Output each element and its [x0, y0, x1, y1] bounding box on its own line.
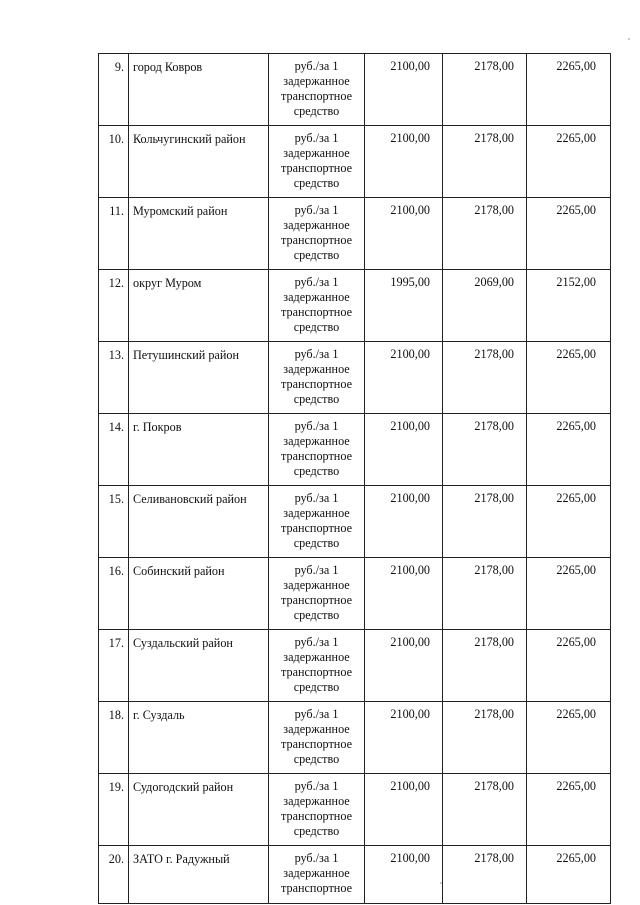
tariff-value-2: 2178,00 — [443, 54, 527, 126]
area-name: Муромский район — [129, 198, 269, 270]
tariff-value-1: 2100,00 — [365, 198, 443, 270]
unit-of-measure: руб./за 1 задержанное транспортное средство — [269, 630, 365, 702]
tariff-value-2: 2178,00 — [443, 486, 527, 558]
area-name: г. Покров — [129, 414, 269, 486]
tariff-value-1: 2100,00 — [365, 558, 443, 630]
tariff-value-3: 2265,00 — [527, 558, 611, 630]
tariff-value-1: 2100,00 — [365, 774, 443, 846]
tariff-value-1: 2100,00 — [365, 342, 443, 414]
unit-of-measure: руб./за 1 задержанное транспортное средство — [269, 126, 365, 198]
area-name: город Ковров — [129, 54, 269, 126]
table-row — [99, 774, 611, 846]
tariff-value-3: 2265,00 — [527, 414, 611, 486]
tariff-value-3: 2152,00 — [527, 270, 611, 342]
row-number: 14. — [99, 414, 129, 486]
tariff-table — [98, 53, 611, 904]
tariff-value-2: 2178,00 — [443, 198, 527, 270]
area-name: г. Суздаль — [129, 702, 269, 774]
tariff-value-1: 2100,00 — [365, 702, 443, 774]
row-number: 12. — [99, 270, 129, 342]
tariff-value-2: 2178,00 — [443, 630, 527, 702]
tariff-value-1: 2100,00 — [365, 126, 443, 198]
scan-speck — [628, 38, 630, 40]
unit-of-measure: руб./за 1 задержанное транспортное средство — [269, 270, 365, 342]
tariff-value-2: 2178,00 — [443, 126, 527, 198]
row-number: 18. — [99, 702, 129, 774]
tariff-value-2: 2178,00 — [443, 414, 527, 486]
tariff-value-1: 2100,00 — [365, 846, 443, 904]
tariff-value-3: 2265,00 — [527, 486, 611, 558]
area-name: ЗАТО г. Радужный — [129, 846, 269, 904]
row-number: 9. — [99, 54, 129, 126]
table-row — [99, 414, 611, 486]
unit-of-measure: руб./за 1 задержанное транспортное средство — [269, 54, 365, 126]
tariff-value-2: 2178,00 — [443, 342, 527, 414]
tariff-value-3: 2265,00 — [527, 846, 611, 904]
tariff-value-2: 2178,00 — [443, 774, 527, 846]
tariff-value-1: 2100,00 — [365, 486, 443, 558]
area-name: Кольчугинский район — [129, 126, 269, 198]
tariff-value-2: 2069,00 — [443, 270, 527, 342]
area-name: Суздальский район — [129, 630, 269, 702]
unit-of-measure: руб./за 1 задержанное транспортное средство — [269, 486, 365, 558]
unit-of-measure: руб./за 1 задержанное транспортное — [269, 846, 365, 904]
tariff-value-2: 2178,00 — [443, 846, 527, 904]
row-number: 11. — [99, 198, 129, 270]
unit-of-measure: руб./за 1 задержанное транспортное средство — [269, 774, 365, 846]
row-number: 20. — [99, 846, 129, 904]
unit-of-measure: руб./за 1 задержанное транспортное средство — [269, 414, 365, 486]
table-row — [99, 558, 611, 630]
area-name: Селивановский район — [129, 486, 269, 558]
unit-of-measure: руб./за 1 задержанное транспортное средство — [269, 198, 365, 270]
tariff-value-3: 2265,00 — [527, 342, 611, 414]
table-row — [99, 702, 611, 774]
area-name: Петушинский район — [129, 342, 269, 414]
tariff-table-body — [99, 54, 611, 904]
table-row — [99, 486, 611, 558]
tariff-value-1: 2100,00 — [365, 414, 443, 486]
tariff-value-2: 2178,00 — [443, 558, 527, 630]
row-number: 17. — [99, 630, 129, 702]
tariff-value-3: 2265,00 — [527, 702, 611, 774]
unit-of-measure: руб./за 1 задержанное транспортное средство — [269, 702, 365, 774]
table-row — [99, 846, 611, 904]
tariff-value-1: 2100,00 — [365, 54, 443, 126]
table-row — [99, 270, 611, 342]
area-name: Судогодский район — [129, 774, 269, 846]
unit-of-measure: руб./за 1 задержанное транспортное средство — [269, 558, 365, 630]
unit-of-measure: руб./за 1 задержанное транспортное средство — [269, 342, 365, 414]
tariff-value-3: 2265,00 — [527, 774, 611, 846]
tariff-value-1: 2100,00 — [365, 630, 443, 702]
tariff-value-3: 2265,00 — [527, 126, 611, 198]
tariff-value-1: 1995,00 — [365, 270, 443, 342]
table-row — [99, 54, 611, 126]
scan-speck — [440, 882, 442, 884]
table-row — [99, 198, 611, 270]
tariff-value-3: 2265,00 — [527, 630, 611, 702]
tariff-value-3: 2265,00 — [527, 198, 611, 270]
row-number: 13. — [99, 342, 129, 414]
table-row — [99, 126, 611, 198]
row-number: 15. — [99, 486, 129, 558]
row-number: 16. — [99, 558, 129, 630]
tariff-value-3: 2265,00 — [527, 54, 611, 126]
area-name: Собинский район — [129, 558, 269, 630]
table-row — [99, 342, 611, 414]
tariff-value-2: 2178,00 — [443, 702, 527, 774]
row-number: 10. — [99, 126, 129, 198]
area-name: округ Муром — [129, 270, 269, 342]
table-row — [99, 630, 611, 702]
row-number: 19. — [99, 774, 129, 846]
